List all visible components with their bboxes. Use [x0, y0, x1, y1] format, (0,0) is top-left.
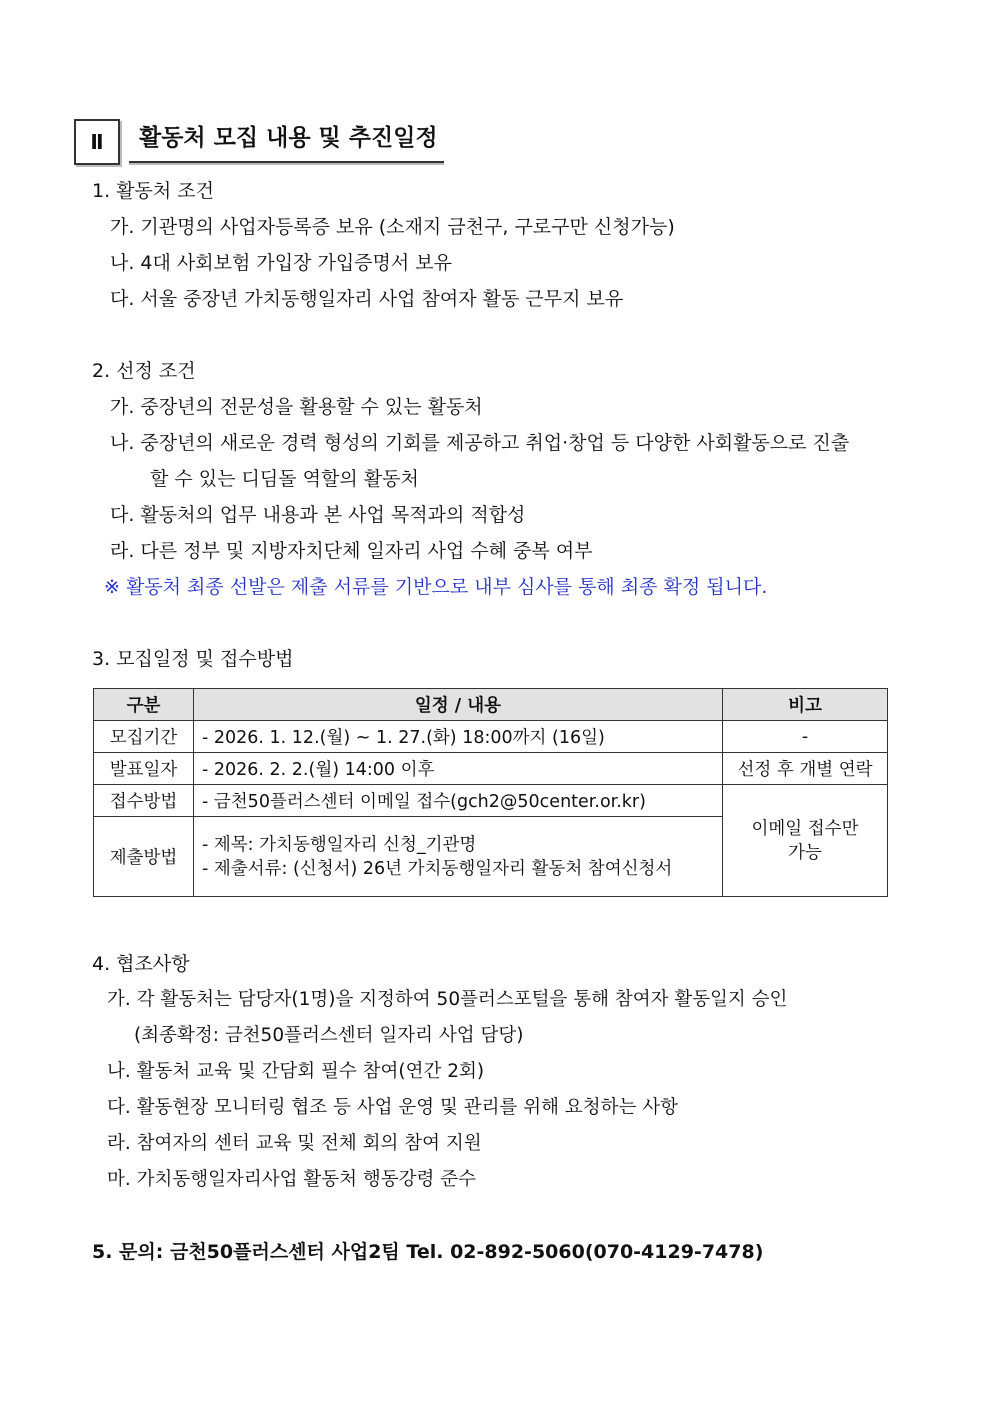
row-label: 접수방법 — [94, 785, 194, 817]
s4-item-1: 가. 각 활동처는 담당자(1명)을 지정하여 50플러스포털을 통해 참여자 활동일지 승인 — [107, 989, 788, 1010]
contact-line: 5. 문의: 금천50플러스센터 사업2팀 Tel. 02-892-5060(070-4129-7478) — [92, 1241, 764, 1263]
row-note-line-1: 이메일 접수만 — [751, 818, 859, 839]
row-content-line-1: - 제목: 가치동행일자리 신청_기관명 — [202, 834, 477, 855]
section-title: 활동처 모집 내용 및 추진일정 — [129, 119, 444, 163]
schedule-table — [93, 688, 888, 897]
s4-item-2: 나. 활동처 교육 및 간담회 필수 참여(연간 2회) — [107, 1061, 485, 1082]
table-header-category: 구분 — [94, 689, 194, 721]
s2-item-1: 가. 중장년의 전문성을 활용할 수 있는 활동처 — [110, 396, 483, 418]
s1-item-3: 다. 서울 중장년 가치동행일자리 사업 참여자 활동 근무지 보유 — [110, 288, 624, 310]
row-label: 모집기간 — [94, 721, 194, 753]
section-header — [74, 119, 474, 165]
table-row — [94, 785, 888, 817]
s2-item-4: 라. 다른 정부 및 지방자치단체 일자리 사업 수혜 중복 여부 — [110, 540, 593, 562]
s3-heading: 3. 모집일정 및 접수방법 — [92, 648, 294, 670]
table-row — [94, 721, 888, 753]
row-note-line-2: 가능 — [788, 842, 822, 863]
s4-item-5: 마. 가치동행일자리사업 활동처 행동강령 준수 — [107, 1169, 476, 1190]
table-header-content: 일정 / 내용 — [194, 689, 723, 721]
s1-item-2: 나. 4대 사회보험 가입장 가입증명서 보유 — [110, 252, 452, 274]
table-header-note: 비고 — [723, 689, 888, 721]
row-note-merged — [723, 785, 888, 897]
s4-item-1-cont: (최종확정: 금천50플러스센터 일자리 사업 담당) — [134, 1025, 524, 1046]
s1-heading: 1. 활동처 조건 — [92, 180, 214, 202]
row-content: - 금천50플러스센터 이메일 접수(gch2@50center.or.kr) — [194, 785, 723, 817]
row-label: 발표일자 — [94, 753, 194, 785]
s2-note: ※ 활동처 최종 선발은 제출 서류를 기반으로 내부 심사를 통해 최종 확정 됩니다. — [104, 576, 768, 598]
row-note: - — [723, 721, 888, 753]
row-content: - 2026. 1. 12.(월) ~ 1. 27.(화) 18:00까지 (16일) — [194, 721, 723, 753]
row-content — [194, 817, 723, 897]
table-header-row — [94, 689, 888, 721]
s1-item-1: 가. 기관명의 사업자등록증 보유 (소재지 금천구, 구로구만 신청가능) — [110, 216, 675, 238]
section-number-box: Ⅱ — [74, 119, 120, 165]
row-content: - 2026. 2. 2.(월) 14:00 이후 — [194, 753, 723, 785]
s2-heading: 2. 선정 조건 — [92, 360, 196, 382]
table-row — [94, 753, 888, 785]
s4-item-4: 라. 참여자의 센터 교육 및 전체 회의 참여 지원 — [107, 1133, 482, 1154]
s4-heading: 4. 협조사항 — [92, 953, 190, 975]
s2-item-2-cont: 할 수 있는 디딤돌 역할의 활동처 — [150, 468, 419, 490]
s2-item-2: 나. 중장년의 새로운 경력 형성의 기회를 제공하고 취업·창업 등 다양한 사회활동으로 진출 — [110, 432, 850, 454]
s2-item-3: 다. 활동처의 업무 내용과 본 사업 목적과의 적합성 — [110, 504, 526, 526]
row-note: 선정 후 개별 연락 — [723, 753, 888, 785]
s4-item-3: 다. 활동현장 모니터링 협조 등 사업 운영 및 관리를 위해 요청하는 사항 — [107, 1097, 678, 1118]
row-content-line-2: - 제출서류: (신청서) 26년 가치동행일자리 활동처 참여신청서 — [202, 858, 673, 879]
row-label: 제출방법 — [94, 817, 194, 897]
